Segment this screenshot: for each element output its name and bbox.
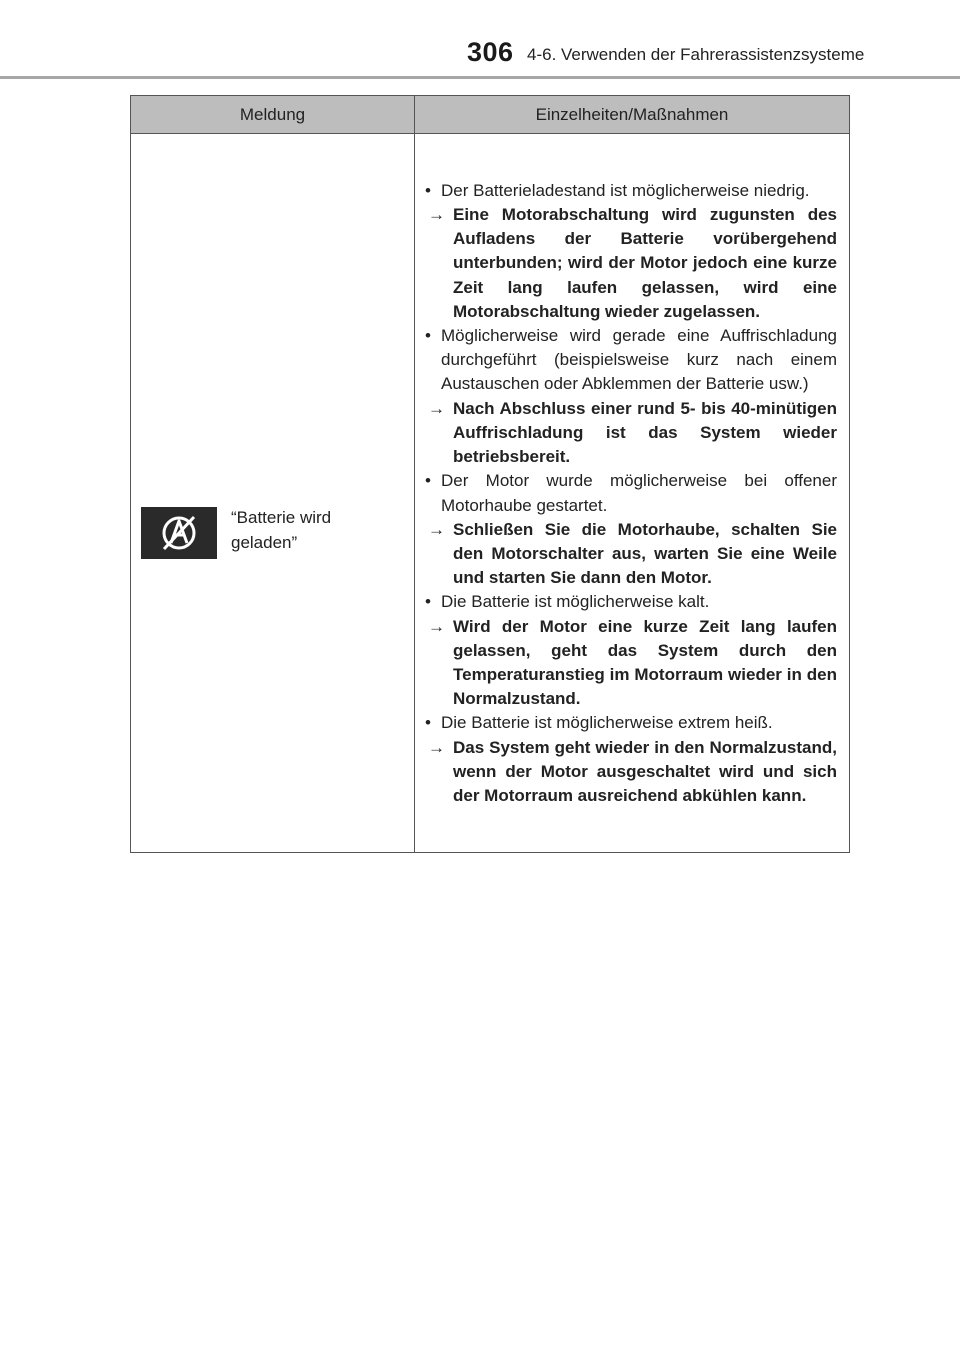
action-item	[425, 736, 837, 809]
bullet-icon: •	[425, 180, 431, 200]
item-text: Möglicherweise wird gerade eine Auffrischladung durchgeführt (beispielsweise kurz nach einem Austauschen oder Abklemmen der Batterie usw.)	[441, 326, 837, 394]
column-header-message: Meldung	[131, 96, 415, 134]
action-item	[425, 397, 837, 470]
details-list	[415, 170, 849, 816]
item-text: Der Motor wurde möglicherweise bei offener Motorhaube gestartet.	[441, 471, 837, 515]
cause-item	[425, 711, 837, 735]
column-header-details: Einzelheiten/Maßnahmen	[415, 96, 850, 134]
battery-charging-stop-start-off-icon	[141, 507, 217, 559]
action-item	[425, 615, 837, 712]
bullet-icon: •	[425, 471, 431, 491]
arrow-icon: →	[428, 398, 445, 418]
cause-item	[425, 324, 837, 397]
page-number: 306	[467, 37, 514, 67]
table-row	[131, 134, 850, 853]
table-header-row	[131, 96, 850, 134]
item-text: Das System geht wieder in den Normalzustand, wenn der Motor ausgeschaltet wird und sich der Motorraum ausreichend abkühlen kann.	[453, 737, 837, 805]
item-text: Wird der Motor eine kurze Zeit lang laufen gelassen, geht das System durch den Temperaturanstieg im Motorraum wieder in den Normalzustand.	[453, 616, 837, 709]
bullet-icon: •	[425, 713, 431, 733]
action-item	[425, 518, 837, 591]
item-text: Nach Abschluss einer rund 5- bis 40-minütigen Auffrischladung ist das System wieder betriebsbereit.	[453, 398, 837, 467]
item-text: Der Batterieladestand ist möglicherweise niedrig.	[441, 180, 810, 200]
arrow-icon: →	[428, 737, 445, 757]
message-cell	[131, 134, 415, 853]
message-table	[130, 95, 850, 853]
item-text: Schließen Sie die Motorhaube, schalten Sie den Motorschalter aus, warten Sie eine Weile und starten Sie dann den Motor.	[453, 519, 837, 588]
header-rule	[0, 76, 960, 79]
bullet-icon: •	[425, 326, 431, 346]
cause-item	[425, 469, 837, 517]
item-text: Die Batterie ist möglicherweise kalt.	[441, 592, 710, 612]
section-title: 4-6. Verwenden der Fahrerassistenzsysteme	[527, 45, 865, 64]
page-header	[0, 0, 960, 80]
arrow-icon: →	[428, 519, 445, 539]
details-cell	[415, 134, 850, 853]
arrow-icon: →	[428, 205, 445, 225]
item-text: Die Batterie ist möglicherweise extrem heiß.	[441, 713, 773, 733]
item-text: Eine Motorabschaltung wird zugunsten des Aufladens der Batterie vorübergehend unterbunden; wird der Motor jedoch eine kurze Zeit lang laufen gelassen, wird eine Motorabschaltung wieder zugelassen.	[453, 205, 837, 321]
bullet-icon: •	[425, 592, 431, 612]
arrow-icon: →	[428, 616, 445, 636]
action-item	[425, 203, 837, 324]
cause-item	[425, 590, 837, 614]
cause-item	[425, 179, 837, 203]
message-text: “Batterie wird geladen”	[231, 508, 332, 552]
